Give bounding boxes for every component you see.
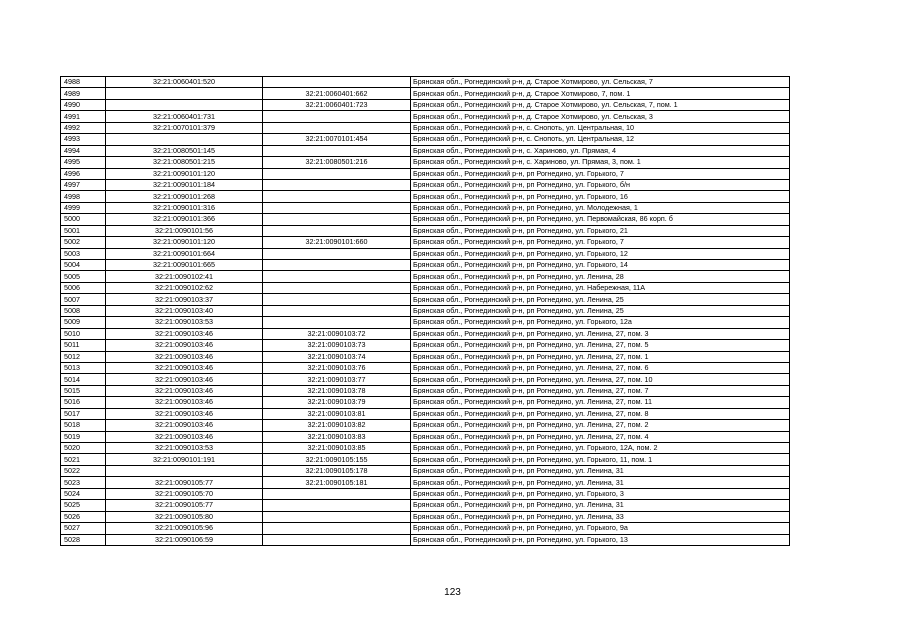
row-number-cell: 5000 (61, 214, 106, 225)
table-row (61, 88, 790, 99)
premises-cadastral-number-cell (263, 122, 411, 133)
table-row (61, 134, 790, 145)
address-cell: Брянская обл., Рогнединский р-н, с. Хариново, ул. Прямая, 4 (411, 145, 790, 156)
address-cell: Брянская обл., Рогнединский р-н, рп Рогнедино, ул. Ленина, 25 (411, 294, 790, 305)
row-number-cell: 5017 (61, 408, 106, 419)
table-row (61, 202, 790, 213)
table-row (61, 271, 790, 282)
premises-cadastral-number-cell (263, 111, 411, 122)
premises-cadastral-number-cell (263, 179, 411, 190)
row-number-cell: 5014 (61, 374, 106, 385)
address-cell: Брянская обл., Рогнединский р-н, рп Рогнедино, ул. Ленина, 31 (411, 477, 790, 488)
address-cell: Брянская обл., Рогнединский р-н, с. Снопоть, ул. Центральная, 10 (411, 122, 790, 133)
address-cell: Брянская обл., Рогнединский р-н, с. Снопоть, ул. Центральная, 12 (411, 134, 790, 145)
premises-cadastral-number-cell (263, 500, 411, 511)
table-row (61, 511, 790, 522)
cadastral-number-cell: 32:21:0090103:46 (106, 420, 263, 431)
table-row (61, 420, 790, 431)
table-row (61, 260, 790, 271)
premises-cadastral-number-cell (263, 534, 411, 545)
table-row (61, 454, 790, 465)
address-cell: Брянская обл., Рогнединский р-н, рп Рогнедино, ул. Ленина, 27, пом. 11 (411, 397, 790, 408)
premises-cadastral-number-cell (263, 523, 411, 534)
premises-cadastral-number-cell (263, 317, 411, 328)
premises-cadastral-number-cell: 32:21:0090103:81 (263, 408, 411, 419)
row-number-cell: 5024 (61, 488, 106, 499)
row-number-cell: 5003 (61, 248, 106, 259)
cadastral-number-cell: 32:21:0090103:46 (106, 340, 263, 351)
row-number-cell: 5001 (61, 225, 106, 236)
table-row (61, 225, 790, 236)
table-row (61, 237, 790, 248)
table-row (61, 248, 790, 259)
address-cell: Брянская обл., Рогнединский р-н, рп Рогнедино, ул. Первомайская, 86 корп. б (411, 214, 790, 225)
premises-cadastral-number-cell (263, 214, 411, 225)
address-cell: Брянская обл., Рогнединский р-н, д. Старое Хотмирово, ул. Сельская, 3 (411, 111, 790, 122)
cadastral-number-cell: 32:21:0090101:664 (106, 248, 263, 259)
row-number-cell: 5018 (61, 420, 106, 431)
row-number-cell: 5016 (61, 397, 106, 408)
address-cell: Брянская обл., Рогнединский р-н, рп Рогнедино, ул. Горького, 14 (411, 260, 790, 271)
cadastral-number-cell: 32:21:0090101:191 (106, 454, 263, 465)
cadastral-number-cell: 32:21:0090103:46 (106, 385, 263, 396)
cadastral-number-cell: 32:21:0090105:80 (106, 511, 263, 522)
page-number: 123 (444, 587, 461, 598)
premises-cadastral-number-cell: 32:21:0090103:85 (263, 443, 411, 454)
row-number-cell: 4996 (61, 168, 106, 179)
premises-cadastral-number-cell (263, 260, 411, 271)
cadastral-number-cell: 32:21:0090101:184 (106, 179, 263, 190)
premises-cadastral-number-cell (263, 191, 411, 202)
cadastral-number-cell: 32:21:0070101:379 (106, 122, 263, 133)
address-cell: Брянская обл., Рогнединский р-н, рп Рогнедино, ул. Ленина, 27, пом. 4 (411, 431, 790, 442)
premises-cadastral-number-cell (263, 511, 411, 522)
row-number-cell: 4997 (61, 179, 106, 190)
cadastral-number-cell: 32:21:0090103:46 (106, 328, 263, 339)
cadastral-number-cell: 32:21:0090101:120 (106, 168, 263, 179)
address-cell: Брянская обл., Рогнединский р-н, рп Рогнедино, ул. Ленина, 27, пом. 3 (411, 328, 790, 339)
row-number-cell: 5025 (61, 500, 106, 511)
row-number-cell: 4998 (61, 191, 106, 202)
premises-cadastral-number-cell: 32:21:0090103:83 (263, 431, 411, 442)
row-number-cell: 4999 (61, 202, 106, 213)
row-number-cell: 5009 (61, 317, 106, 328)
address-cell: Брянская обл., Рогнединский р-н, рп Рогнедино, ул. Ленина, 27, пом. 8 (411, 408, 790, 419)
row-number-cell: 5005 (61, 271, 106, 282)
address-cell: Брянская обл., Рогнединский р-н, рп Рогнедино, ул. Ленина, 27, пом. 6 (411, 362, 790, 373)
premises-cadastral-number-cell: 32:21:0090103:82 (263, 420, 411, 431)
premises-cadastral-number-cell: 32:21:0090101:660 (263, 237, 411, 248)
row-number-cell: 5028 (61, 534, 106, 545)
premises-cadastral-number-cell: 32:21:0090103:72 (263, 328, 411, 339)
row-number-cell: 4989 (61, 88, 106, 99)
address-cell: Брянская обл., Рогнединский р-н, рп Рогнедино, ул. Горького, 21 (411, 225, 790, 236)
table-row (61, 443, 790, 454)
table-row (61, 488, 790, 499)
row-number-cell: 5023 (61, 477, 106, 488)
row-number-cell: 5013 (61, 362, 106, 373)
table-row (61, 385, 790, 396)
premises-cadastral-number-cell: 32:21:0090103:77 (263, 374, 411, 385)
premises-cadastral-number-cell: 32:21:0070101:454 (263, 134, 411, 145)
cadastral-number-cell (106, 99, 263, 110)
premises-cadastral-number-cell (263, 488, 411, 499)
row-number-cell: 4988 (61, 77, 106, 88)
premises-cadastral-number-cell (263, 168, 411, 179)
row-number-cell: 4995 (61, 157, 106, 168)
premises-cadastral-number-cell (263, 305, 411, 316)
table-row (61, 294, 790, 305)
address-cell: Брянская обл., Рогнединский р-н, рп Рогнедино, ул. Ленина, 27, пом. 10 (411, 374, 790, 385)
cadastral-number-cell (106, 88, 263, 99)
row-number-cell: 5007 (61, 294, 106, 305)
cadastral-number-cell: 32:21:0090103:46 (106, 397, 263, 408)
address-cell: Брянская обл., Рогнединский р-н, рп Рогнедино, ул. Горького, 9а (411, 523, 790, 534)
cadastral-number-cell (106, 134, 263, 145)
table-row (61, 111, 790, 122)
cadastral-number-cell: 32:21:0090103:40 (106, 305, 263, 316)
row-number-cell: 5027 (61, 523, 106, 534)
address-cell: Брянская обл., Рогнединский р-н, рп Рогнедино, ул. Горького, 7 (411, 237, 790, 248)
table-row (61, 168, 790, 179)
row-number-cell: 4992 (61, 122, 106, 133)
address-cell: Брянская обл., Рогнединский р-н, с. Хариново, ул. Прямая, 3, пом. 1 (411, 157, 790, 168)
cadastral-number-cell (106, 465, 263, 476)
premises-cadastral-number-cell: 32:21:0090103:74 (263, 351, 411, 362)
address-cell: Брянская обл., Рогнединский р-н, рп Рогнедино, ул. Горького, 16 (411, 191, 790, 202)
table-row (61, 500, 790, 511)
table-row (61, 362, 790, 373)
premises-cadastral-number-cell: 32:21:0080501:216 (263, 157, 411, 168)
premises-cadastral-number-cell (263, 145, 411, 156)
cadastral-number-cell: 32:21:0090105:77 (106, 477, 263, 488)
table-row (61, 523, 790, 534)
row-number-cell: 5012 (61, 351, 106, 362)
address-cell: Брянская обл., Рогнединский р-н, рп Рогнедино, ул. Ленина, 27, пом. 7 (411, 385, 790, 396)
cadastral-number-cell: 32:21:0090102:41 (106, 271, 263, 282)
cadastral-number-cell: 32:21:0090103:46 (106, 408, 263, 419)
address-cell: Брянская обл., Рогнединский р-н, д. Старое Хотмирово, ул. Сельская, 7 (411, 77, 790, 88)
premises-cadastral-number-cell: 32:21:0090103:79 (263, 397, 411, 408)
row-number-cell: 5015 (61, 385, 106, 396)
cadastral-number-cell: 32:21:0090103:46 (106, 431, 263, 442)
cadastral-number-cell: 32:21:0090103:53 (106, 443, 263, 454)
table-row (61, 305, 790, 316)
cadastral-number-cell: 32:21:0090103:46 (106, 362, 263, 373)
row-number-cell: 4990 (61, 99, 106, 110)
row-number-cell: 5011 (61, 340, 106, 351)
address-cell: Брянская обл., Рогнединский р-н, д. Старое Хотмирово, 7, пом. 1 (411, 88, 790, 99)
table-row (61, 534, 790, 545)
address-cell: Брянская обл., Рогнединский р-н, рп Рогнедино, ул. Ленина, 28 (411, 271, 790, 282)
table-row (61, 282, 790, 293)
row-number-cell: 5026 (61, 511, 106, 522)
premises-cadastral-number-cell (263, 202, 411, 213)
address-cell: Брянская обл., Рогнединский р-н, рп Рогнедино, ул. Горького, 12А, пом. 2 (411, 443, 790, 454)
cadastral-number-cell: 32:21:0080501:215 (106, 157, 263, 168)
registry-table (60, 76, 790, 546)
row-number-cell: 4994 (61, 145, 106, 156)
address-cell: Брянская обл., Рогнединский р-н, рп Рогнедино, ул. Горького, 11, пом. 1 (411, 454, 790, 465)
premises-cadastral-number-cell: 32:21:0090103:76 (263, 362, 411, 373)
address-cell: Брянская обл., Рогнединский р-н, рп Рогнедино, ул. Набережная, 11А (411, 282, 790, 293)
table-row (61, 122, 790, 133)
table-row (61, 77, 790, 88)
table-row (61, 317, 790, 328)
table-row (61, 465, 790, 476)
row-number-cell: 5022 (61, 465, 106, 476)
table-row (61, 191, 790, 202)
cadastral-number-cell: 32:21:0090106:59 (106, 534, 263, 545)
table-row (61, 179, 790, 190)
row-number-cell: 5019 (61, 431, 106, 442)
table-row (61, 157, 790, 168)
address-cell: Брянская обл., Рогнединский р-н, рп Рогнедино, ул. Горького, 13 (411, 534, 790, 545)
address-cell: Брянская обл., Рогнединский р-н, рп Рогнедино, ул. Горького, 12 (411, 248, 790, 259)
row-number-cell: 4991 (61, 111, 106, 122)
premises-cadastral-number-cell (263, 271, 411, 282)
premises-cadastral-number-cell (263, 282, 411, 293)
cadastral-number-cell: 32:21:0090102:62 (106, 282, 263, 293)
cadastral-number-cell: 32:21:0090101:268 (106, 191, 263, 202)
row-number-cell: 4993 (61, 134, 106, 145)
row-number-cell: 5006 (61, 282, 106, 293)
row-number-cell: 5021 (61, 454, 106, 465)
cadastral-number-cell: 32:21:0090103:37 (106, 294, 263, 305)
address-cell: Брянская обл., Рогнединский р-н, рп Рогнедино, ул. Ленина, 31 (411, 465, 790, 476)
cadastral-number-cell: 32:21:0090105:96 (106, 523, 263, 534)
table-row (61, 374, 790, 385)
premises-cadastral-number-cell: 32:21:0060401:662 (263, 88, 411, 99)
cadastral-number-cell: 32:21:0090103:53 (106, 317, 263, 328)
address-cell: Брянская обл., Рогнединский р-н, д. Старое Хотмирово, ул. Сельская, 7, пом. 1 (411, 99, 790, 110)
table-row (61, 214, 790, 225)
cadastral-number-cell: 32:21:0080501:145 (106, 145, 263, 156)
cadastral-number-cell: 32:21:0090101:120 (106, 237, 263, 248)
premises-cadastral-number-cell (263, 248, 411, 259)
table-row (61, 397, 790, 408)
cadastral-number-cell: 32:21:0090103:46 (106, 351, 263, 362)
cadastral-number-cell: 32:21:0060401:731 (106, 111, 263, 122)
cadastral-number-cell: 32:21:0090101:665 (106, 260, 263, 271)
row-number-cell: 5004 (61, 260, 106, 271)
table-row (61, 431, 790, 442)
address-cell: Брянская обл., Рогнединский р-н, рп Рогнедино, ул. Ленина, 25 (411, 305, 790, 316)
row-number-cell: 5002 (61, 237, 106, 248)
premises-cadastral-number-cell (263, 77, 411, 88)
address-cell: Брянская обл., Рогнединский р-н, рп Рогнедино, ул. Ленина, 27, пом. 1 (411, 351, 790, 362)
address-cell: Брянская обл., Рогнединский р-н, рп Рогнедино, ул. Ленина, 31 (411, 500, 790, 511)
premises-cadastral-number-cell: 32:21:0090103:73 (263, 340, 411, 351)
premises-cadastral-number-cell: 32:21:0090105:181 (263, 477, 411, 488)
table-row (61, 328, 790, 339)
cadastral-number-cell: 32:21:0090101:316 (106, 202, 263, 213)
address-cell: Брянская обл., Рогнединский р-н, рп Рогнедино, ул. Ленина, 27, пом. 5 (411, 340, 790, 351)
cadastral-number-cell: 32:21:0060401:520 (106, 77, 263, 88)
premises-cadastral-number-cell (263, 225, 411, 236)
table-row (61, 99, 790, 110)
cadastral-number-cell: 32:21:0090105:70 (106, 488, 263, 499)
address-cell: Брянская обл., Рогнединский р-н, рп Рогнедино, ул. Горького, 12а (411, 317, 790, 328)
address-cell: Брянская обл., Рогнединский р-н, рп Рогнедино, ул. Молодежная, 1 (411, 202, 790, 213)
registry-table-body (61, 77, 790, 546)
address-cell: Брянская обл., Рогнединский р-н, рп Рогнедино, ул. Ленина, 27, пом. 2 (411, 420, 790, 431)
cadastral-number-cell: 32:21:0090101:366 (106, 214, 263, 225)
row-number-cell: 5010 (61, 328, 106, 339)
address-cell: Брянская обл., Рогнединский р-н, рп Рогнедино, ул. Ленина, 33 (411, 511, 790, 522)
premises-cadastral-number-cell: 32:21:0090103:78 (263, 385, 411, 396)
row-number-cell: 5008 (61, 305, 106, 316)
premises-cadastral-number-cell (263, 294, 411, 305)
table-row (61, 340, 790, 351)
premises-cadastral-number-cell: 32:21:0060401:723 (263, 99, 411, 110)
cadastral-number-cell: 32:21:0090103:46 (106, 374, 263, 385)
cadastral-number-cell: 32:21:0090105:77 (106, 500, 263, 511)
address-cell: Брянская обл., Рогнединский р-н, рп Рогнедино, ул. Горького, 3 (411, 488, 790, 499)
address-cell: Брянская обл., Рогнединский р-н, рп Рогнедино, ул. Горького, б/н (411, 179, 790, 190)
premises-cadastral-number-cell: 32:21:0090105:178 (263, 465, 411, 476)
cadastral-number-cell: 32:21:0090101:56 (106, 225, 263, 236)
row-number-cell: 5020 (61, 443, 106, 454)
table-row (61, 477, 790, 488)
address-cell: Брянская обл., Рогнединский р-н, рп Рогнедино, ул. Горького, 7 (411, 168, 790, 179)
table-row (61, 351, 790, 362)
table-row (61, 145, 790, 156)
table-row (61, 408, 790, 419)
premises-cadastral-number-cell: 32:21:0090105:155 (263, 454, 411, 465)
